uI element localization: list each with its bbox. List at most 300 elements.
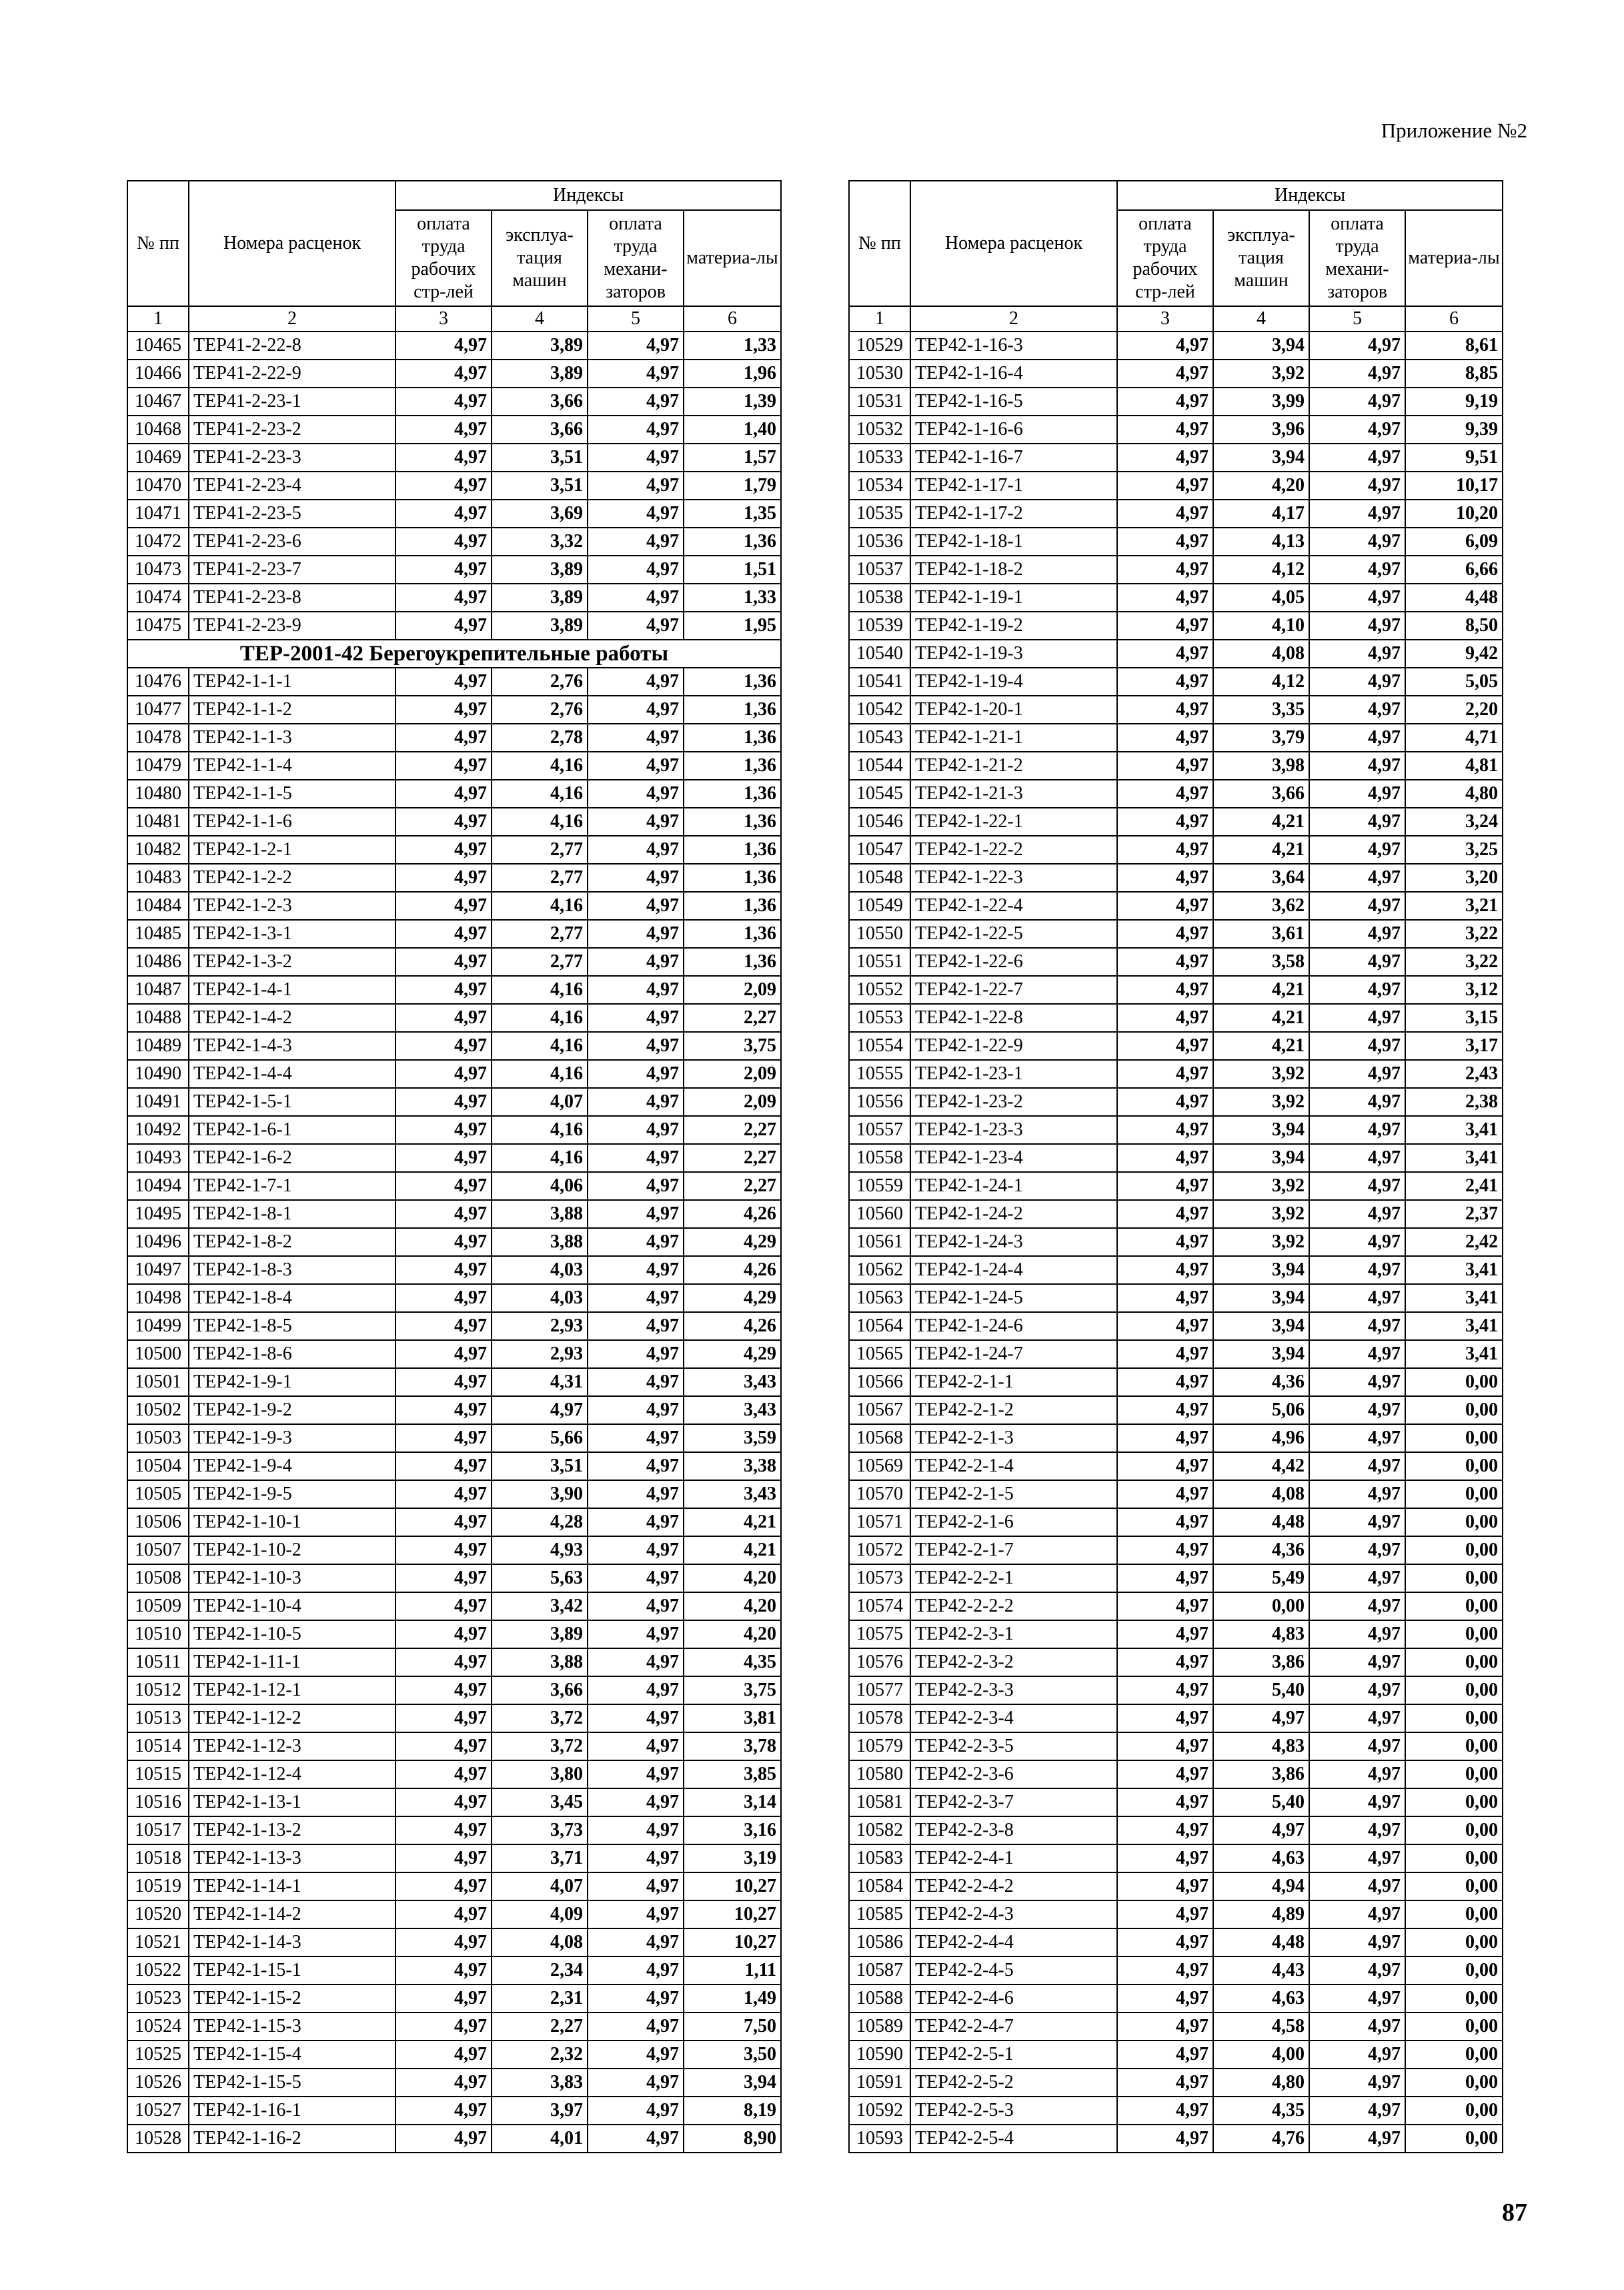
rate-code: ТЕР42-1-8-6 xyxy=(189,1340,395,1368)
table-row xyxy=(849,1228,1503,1256)
materials-index: 4,81 xyxy=(1405,752,1503,780)
materials-index: 9,51 xyxy=(1405,444,1503,472)
machine-operation-index: 3,94 xyxy=(1213,1284,1309,1312)
table-row xyxy=(127,2013,781,2041)
labor-pay-index: 4,97 xyxy=(395,2013,492,2041)
row-number: 10523 xyxy=(127,1984,189,2013)
materials-index: 0,00 xyxy=(1405,2069,1503,2097)
table-row xyxy=(849,500,1503,528)
column-number: 6 xyxy=(684,306,781,332)
operator-pay-index: 4,97 xyxy=(1309,724,1405,752)
machine-operation-index: 3,92 xyxy=(1213,1088,1309,1116)
table-row xyxy=(127,696,781,724)
materials-index: 0,00 xyxy=(1405,1844,1503,1872)
rate-code: ТЕР41-2-23-8 xyxy=(189,584,395,612)
row-number: 10534 xyxy=(849,472,910,500)
table-row xyxy=(849,556,1503,584)
header-indices-group: Индексы xyxy=(1117,181,1503,210)
row-number: 10574 xyxy=(849,1592,910,1620)
table-row xyxy=(849,1312,1503,1340)
materials-index: 0,00 xyxy=(1405,1536,1503,1564)
machine-operation-index: 3,92 xyxy=(1213,360,1309,388)
machine-operation-index: 4,16 xyxy=(492,1004,588,1032)
row-number: 10549 xyxy=(849,892,910,920)
machine-operation-index: 5,49 xyxy=(1213,1564,1309,1592)
rate-code: ТЕР42-1-20-1 xyxy=(910,696,1117,724)
labor-pay-index: 4,97 xyxy=(395,1508,492,1536)
table-row xyxy=(127,584,781,612)
rate-code: ТЕР42-1-12-2 xyxy=(189,1704,395,1732)
labor-pay-index: 4,97 xyxy=(395,752,492,780)
row-number: 10503 xyxy=(127,1424,189,1452)
row-number: 10506 xyxy=(127,1508,189,1536)
rate-code: ТЕР42-1-12-4 xyxy=(189,1760,395,1788)
rate-code: ТЕР42-1-1-4 xyxy=(189,752,395,780)
machine-operation-index: 4,08 xyxy=(492,1928,588,1956)
row-number: 10510 xyxy=(127,1620,189,1648)
operator-pay-index: 4,97 xyxy=(588,1732,684,1760)
row-number: 10490 xyxy=(127,1060,189,1088)
materials-index: 1,36 xyxy=(684,668,781,696)
rate-code: ТЕР42-1-19-3 xyxy=(910,640,1117,668)
rate-code: ТЕР42-1-16-2 xyxy=(189,2125,395,2153)
machine-operation-index: 5,06 xyxy=(1213,1396,1309,1424)
row-number: 10586 xyxy=(849,1928,910,1956)
materials-index: 4,20 xyxy=(684,1592,781,1620)
table-row xyxy=(127,724,781,752)
row-number: 10532 xyxy=(849,416,910,444)
table-row xyxy=(849,1452,1503,1480)
table-row xyxy=(849,1592,1503,1620)
machine-operation-index: 3,89 xyxy=(492,332,588,360)
materials-index: 1,36 xyxy=(684,920,781,948)
table-row xyxy=(127,1592,781,1620)
column-number: 6 xyxy=(1405,306,1503,332)
operator-pay-index: 4,97 xyxy=(588,1088,684,1116)
operator-pay-index: 4,97 xyxy=(588,2069,684,2097)
operator-pay-index: 4,97 xyxy=(588,388,684,416)
table-row xyxy=(127,1032,781,1060)
operator-pay-index: 4,97 xyxy=(588,2125,684,2153)
machine-operation-index: 3,90 xyxy=(492,1480,588,1508)
rate-code: ТЕР42-2-5-4 xyxy=(910,2125,1117,2153)
row-number: 10541 xyxy=(849,668,910,696)
table-row xyxy=(849,2125,1503,2153)
machine-operation-index: 4,01 xyxy=(492,2125,588,2153)
row-number: 10521 xyxy=(127,1928,189,1956)
rate-code: ТЕР42-1-16-4 xyxy=(910,360,1117,388)
table-row xyxy=(849,1536,1503,1564)
row-number: 10502 xyxy=(127,1396,189,1424)
labor-pay-index: 4,97 xyxy=(395,332,492,360)
table-row xyxy=(127,1480,781,1508)
machine-operation-index: 4,63 xyxy=(1213,1984,1309,2013)
row-number: 10566 xyxy=(849,1368,910,1396)
rate-code: ТЕР42-1-14-2 xyxy=(189,1900,395,1928)
table-row xyxy=(849,1368,1503,1396)
machine-operation-index: 2,93 xyxy=(492,1312,588,1340)
machine-operation-index: 3,88 xyxy=(492,1648,588,1676)
table-row xyxy=(849,864,1503,892)
rate-code: ТЕР42-2-3-3 xyxy=(910,1676,1117,1704)
machine-operation-index: 4,63 xyxy=(1213,1844,1309,1872)
operator-pay-index: 4,97 xyxy=(1309,1564,1405,1592)
row-number: 10500 xyxy=(127,1340,189,1368)
machine-operation-index: 3,32 xyxy=(492,528,588,556)
row-number: 10527 xyxy=(127,2097,189,2125)
rate-code: ТЕР41-2-23-9 xyxy=(189,612,395,640)
row-number: 10489 xyxy=(127,1032,189,1060)
row-number: 10587 xyxy=(849,1956,910,1984)
row-number: 10530 xyxy=(849,360,910,388)
materials-index: 10,17 xyxy=(1405,472,1503,500)
rate-code: ТЕР42-2-3-8 xyxy=(910,1816,1117,1844)
materials-index: 3,12 xyxy=(1405,976,1503,1004)
header-operator-pay: оплата труда механи-заторов xyxy=(588,210,684,306)
rate-code: ТЕР42-1-9-4 xyxy=(189,1452,395,1480)
row-number: 10540 xyxy=(849,640,910,668)
materials-index: 10,27 xyxy=(684,1900,781,1928)
materials-index: 0,00 xyxy=(1405,1480,1503,1508)
table-row xyxy=(849,1200,1503,1228)
table-row xyxy=(127,976,781,1004)
table-row xyxy=(127,1788,781,1816)
rate-code: ТЕР41-2-23-3 xyxy=(189,444,395,472)
rate-code: ТЕР42-2-4-1 xyxy=(910,1844,1117,1872)
table-row xyxy=(849,752,1503,780)
row-number: 10465 xyxy=(127,332,189,360)
operator-pay-index: 4,97 xyxy=(1309,1060,1405,1088)
rate-code: ТЕР42-1-2-3 xyxy=(189,892,395,920)
row-number: 10591 xyxy=(849,2069,910,2097)
materials-index: 0,00 xyxy=(1405,1816,1503,1844)
labor-pay-index: 4,97 xyxy=(1117,1284,1213,1312)
rate-code: ТЕР42-1-8-3 xyxy=(189,1256,395,1284)
machine-operation-index: 4,20 xyxy=(1213,472,1309,500)
machine-operation-index: 3,72 xyxy=(492,1732,588,1760)
materials-index: 9,19 xyxy=(1405,388,1503,416)
operator-pay-index: 4,97 xyxy=(1309,1956,1405,1984)
materials-index: 3,20 xyxy=(1405,864,1503,892)
materials-index: 1,51 xyxy=(684,556,781,584)
rate-code: ТЕР42-2-2-1 xyxy=(910,1564,1117,1592)
machine-operation-index: 3,79 xyxy=(1213,724,1309,752)
operator-pay-index: 4,97 xyxy=(588,1620,684,1648)
rate-code: ТЕР42-1-1-5 xyxy=(189,780,395,808)
machine-operation-index: 2,76 xyxy=(492,696,588,724)
machine-operation-index: 5,40 xyxy=(1213,1788,1309,1816)
operator-pay-index: 4,97 xyxy=(1309,388,1405,416)
table-row xyxy=(849,1648,1503,1676)
operator-pay-index: 4,97 xyxy=(588,1564,684,1592)
table-row xyxy=(849,1844,1503,1872)
materials-index: 8,19 xyxy=(684,2097,781,2125)
table-row xyxy=(127,1956,781,1984)
labor-pay-index: 4,97 xyxy=(1117,1088,1213,1116)
materials-index: 4,21 xyxy=(684,1508,781,1536)
materials-index: 2,42 xyxy=(1405,1228,1503,1256)
machine-operation-index: 4,09 xyxy=(492,1900,588,1928)
rate-code: ТЕР42-1-12-3 xyxy=(189,1732,395,1760)
operator-pay-index: 4,97 xyxy=(1309,1200,1405,1228)
operator-pay-index: 4,97 xyxy=(588,780,684,808)
row-number: 10584 xyxy=(849,1872,910,1900)
row-number: 10577 xyxy=(849,1676,910,1704)
rate-code: ТЕР42-1-3-1 xyxy=(189,920,395,948)
labor-pay-index: 4,97 xyxy=(395,1676,492,1704)
table-row xyxy=(849,1480,1503,1508)
labor-pay-index: 4,97 xyxy=(1117,2069,1213,2097)
machine-operation-index: 3,94 xyxy=(1213,1312,1309,1340)
materials-index: 0,00 xyxy=(1405,1928,1503,1956)
operator-pay-index: 4,97 xyxy=(588,2097,684,2125)
rate-code: ТЕР42-1-1-3 xyxy=(189,724,395,752)
row-number: 10468 xyxy=(127,416,189,444)
machine-operation-index: 3,86 xyxy=(1213,1648,1309,1676)
materials-index: 3,43 xyxy=(684,1396,781,1424)
rate-code: ТЕР42-1-24-7 xyxy=(910,1340,1117,1368)
labor-pay-index: 4,97 xyxy=(395,1788,492,1816)
table-row xyxy=(127,1004,781,1032)
labor-pay-index: 4,97 xyxy=(395,976,492,1004)
machine-operation-index: 4,16 xyxy=(492,752,588,780)
table-row xyxy=(849,1116,1503,1144)
rate-code: ТЕР42-1-22-6 xyxy=(910,948,1117,976)
labor-pay-index: 4,97 xyxy=(395,584,492,612)
machine-operation-index: 4,21 xyxy=(1213,1004,1309,1032)
row-number: 10535 xyxy=(849,500,910,528)
labor-pay-index: 4,97 xyxy=(395,1256,492,1284)
rate-code: ТЕР42-1-16-1 xyxy=(189,2097,395,2125)
machine-operation-index: 3,99 xyxy=(1213,388,1309,416)
table-row xyxy=(849,1760,1503,1788)
machine-operation-index: 4,97 xyxy=(1213,1816,1309,1844)
rate-code: ТЕР42-1-22-1 xyxy=(910,808,1117,836)
row-number: 10553 xyxy=(849,1004,910,1032)
labor-pay-index: 4,97 xyxy=(1117,1872,1213,1900)
labor-pay-index: 4,97 xyxy=(395,360,492,388)
row-number: 10573 xyxy=(849,1564,910,1592)
labor-pay-index: 4,97 xyxy=(395,1284,492,1312)
table-row xyxy=(849,1340,1503,1368)
materials-index: 0,00 xyxy=(1405,1452,1503,1480)
materials-index: 0,00 xyxy=(1405,2097,1503,2125)
rate-code: ТЕР42-2-1-1 xyxy=(910,1368,1117,1396)
materials-index: 3,17 xyxy=(1405,1032,1503,1060)
column-number: 5 xyxy=(588,306,684,332)
section-title: ТЕР-2001-42 Берегоукрепительные работы xyxy=(127,640,781,668)
machine-operation-index: 3,86 xyxy=(1213,1760,1309,1788)
labor-pay-index: 4,97 xyxy=(1117,640,1213,668)
operator-pay-index: 4,97 xyxy=(1309,1900,1405,1928)
operator-pay-index: 4,97 xyxy=(1309,1536,1405,1564)
machine-operation-index: 4,12 xyxy=(1213,668,1309,696)
machine-operation-index: 3,69 xyxy=(492,500,588,528)
materials-index: 3,38 xyxy=(684,1452,781,1480)
rate-code: ТЕР42-1-9-1 xyxy=(189,1368,395,1396)
rate-code: ТЕР42-1-24-4 xyxy=(910,1256,1117,1284)
materials-index: 1,33 xyxy=(684,584,781,612)
materials-index: 3,78 xyxy=(684,1732,781,1760)
operator-pay-index: 4,97 xyxy=(1309,1928,1405,1956)
row-number: 10475 xyxy=(127,612,189,640)
operator-pay-index: 4,97 xyxy=(1309,1368,1405,1396)
table-row xyxy=(127,416,781,444)
row-number: 10476 xyxy=(127,668,189,696)
materials-index: 2,37 xyxy=(1405,1200,1503,1228)
row-number: 10473 xyxy=(127,556,189,584)
row-number: 10481 xyxy=(127,808,189,836)
machine-operation-index: 4,96 xyxy=(1213,1424,1309,1452)
labor-pay-index: 4,97 xyxy=(395,1564,492,1592)
labor-pay-index: 4,97 xyxy=(1117,360,1213,388)
materials-index: 3,22 xyxy=(1405,948,1503,976)
rate-code: ТЕР42-1-15-3 xyxy=(189,2013,395,2041)
operator-pay-index: 4,97 xyxy=(588,612,684,640)
row-number: 10531 xyxy=(849,388,910,416)
table-row xyxy=(127,528,781,556)
labor-pay-index: 4,97 xyxy=(1117,500,1213,528)
rate-code: ТЕР42-1-17-2 xyxy=(910,500,1117,528)
table-row xyxy=(127,556,781,584)
materials-index: 3,41 xyxy=(1405,1116,1503,1144)
operator-pay-index: 4,97 xyxy=(588,1060,684,1088)
table-row xyxy=(127,1172,781,1200)
materials-index: 0,00 xyxy=(1405,1368,1503,1396)
machine-operation-index: 3,94 xyxy=(1213,332,1309,360)
machine-operation-index: 4,05 xyxy=(1213,584,1309,612)
operator-pay-index: 4,97 xyxy=(588,1676,684,1704)
operator-pay-index: 4,97 xyxy=(588,1144,684,1172)
labor-pay-index: 4,97 xyxy=(395,2041,492,2069)
rate-code: ТЕР41-2-23-1 xyxy=(189,388,395,416)
machine-operation-index: 3,88 xyxy=(492,1200,588,1228)
operator-pay-index: 4,97 xyxy=(1309,556,1405,584)
rate-code: ТЕР41-2-22-8 xyxy=(189,332,395,360)
labor-pay-index: 4,97 xyxy=(1117,1564,1213,1592)
operator-pay-index: 4,97 xyxy=(1309,2069,1405,2097)
rate-code: ТЕР42-1-14-1 xyxy=(189,1872,395,1900)
rate-code: ТЕР42-1-8-5 xyxy=(189,1312,395,1340)
rate-code: ТЕР42-1-22-5 xyxy=(910,920,1117,948)
rate-code: ТЕР42-1-24-2 xyxy=(910,1200,1117,1228)
machine-operation-index: 4,48 xyxy=(1213,1508,1309,1536)
operator-pay-index: 4,97 xyxy=(588,444,684,472)
table-row xyxy=(127,1844,781,1872)
rate-code: ТЕР42-1-22-2 xyxy=(910,836,1117,864)
row-number: 10467 xyxy=(127,388,189,416)
rates-table-left-body xyxy=(127,332,781,2153)
materials-index: 3,19 xyxy=(684,1844,781,1872)
machine-operation-index: 2,34 xyxy=(492,1956,588,1984)
table-row xyxy=(849,1620,1503,1648)
table-row xyxy=(849,1004,1503,1032)
operator-pay-index: 4,97 xyxy=(1309,1284,1405,1312)
row-number: 10492 xyxy=(127,1116,189,1144)
labor-pay-index: 4,97 xyxy=(395,1872,492,1900)
labor-pay-index: 4,97 xyxy=(1117,584,1213,612)
machine-operation-index: 3,94 xyxy=(1213,1144,1309,1172)
labor-pay-index: 4,97 xyxy=(395,1816,492,1844)
operator-pay-index: 4,97 xyxy=(588,1340,684,1368)
operator-pay-index: 4,97 xyxy=(1309,864,1405,892)
materials-index: 0,00 xyxy=(1405,2013,1503,2041)
row-number: 10495 xyxy=(127,1200,189,1228)
table-row xyxy=(127,1228,781,1256)
table-row xyxy=(127,752,781,780)
labor-pay-index: 4,97 xyxy=(1117,1900,1213,1928)
table-row xyxy=(127,1256,781,1284)
labor-pay-index: 4,97 xyxy=(395,780,492,808)
rate-code: ТЕР42-1-10-3 xyxy=(189,1564,395,1592)
rate-code: ТЕР42-2-4-7 xyxy=(910,2013,1117,2041)
table-row xyxy=(849,1564,1503,1592)
operator-pay-index: 4,97 xyxy=(1309,1704,1405,1732)
row-number: 10518 xyxy=(127,1844,189,1872)
rate-code: ТЕР41-2-23-7 xyxy=(189,556,395,584)
materials-index: 3,75 xyxy=(684,1032,781,1060)
row-number: 10582 xyxy=(849,1816,910,1844)
table-row xyxy=(849,1284,1503,1312)
operator-pay-index: 4,97 xyxy=(588,864,684,892)
operator-pay-index: 4,97 xyxy=(1309,332,1405,360)
rate-code: ТЕР42-2-1-6 xyxy=(910,1508,1117,1536)
header-indices-group: Индексы xyxy=(395,181,781,210)
materials-index: 4,80 xyxy=(1405,780,1503,808)
machine-operation-index: 4,80 xyxy=(1213,2069,1309,2097)
materials-index: 5,05 xyxy=(1405,668,1503,696)
row-number: 10509 xyxy=(127,1592,189,1620)
labor-pay-index: 4,97 xyxy=(395,696,492,724)
machine-operation-index: 3,45 xyxy=(492,1788,588,1816)
materials-index: 0,00 xyxy=(1405,1984,1503,2013)
machine-operation-index: 3,64 xyxy=(1213,864,1309,892)
machine-operation-index: 5,63 xyxy=(492,1564,588,1592)
rate-code: ТЕР42-1-17-1 xyxy=(910,472,1117,500)
row-number: 10469 xyxy=(127,444,189,472)
materials-index: 0,00 xyxy=(1405,1872,1503,1900)
row-number: 10556 xyxy=(849,1088,910,1116)
table-row xyxy=(127,1676,781,1704)
machine-operation-index: 3,92 xyxy=(1213,1060,1309,1088)
operator-pay-index: 4,97 xyxy=(588,976,684,1004)
materials-index: 8,90 xyxy=(684,2125,781,2153)
materials-index: 10,27 xyxy=(684,1928,781,1956)
labor-pay-index: 4,97 xyxy=(395,2069,492,2097)
rate-code: ТЕР42-1-10-2 xyxy=(189,1536,395,1564)
rate-code: ТЕР42-1-2-1 xyxy=(189,836,395,864)
machine-operation-index: 3,98 xyxy=(1213,752,1309,780)
table-row xyxy=(849,1396,1503,1424)
column-number: 1 xyxy=(127,306,189,332)
table-row xyxy=(849,1676,1503,1704)
row-number: 10474 xyxy=(127,584,189,612)
labor-pay-index: 4,97 xyxy=(395,1592,492,1620)
materials-index: 4,29 xyxy=(684,1284,781,1312)
operator-pay-index: 4,97 xyxy=(588,1004,684,1032)
rate-code: ТЕР42-1-8-1 xyxy=(189,1200,395,1228)
machine-operation-index: 4,16 xyxy=(492,1060,588,1088)
row-number: 10478 xyxy=(127,724,189,752)
machine-operation-index: 2,78 xyxy=(492,724,588,752)
rate-code: ТЕР42-2-5-1 xyxy=(910,2041,1117,2069)
machine-operation-index: 4,83 xyxy=(1213,1620,1309,1648)
table-row xyxy=(127,1984,781,2013)
materials-index: 4,35 xyxy=(684,1648,781,1676)
table-row xyxy=(849,1956,1503,1984)
machine-operation-index: 4,93 xyxy=(492,1536,588,1564)
operator-pay-index: 4,97 xyxy=(588,1760,684,1788)
